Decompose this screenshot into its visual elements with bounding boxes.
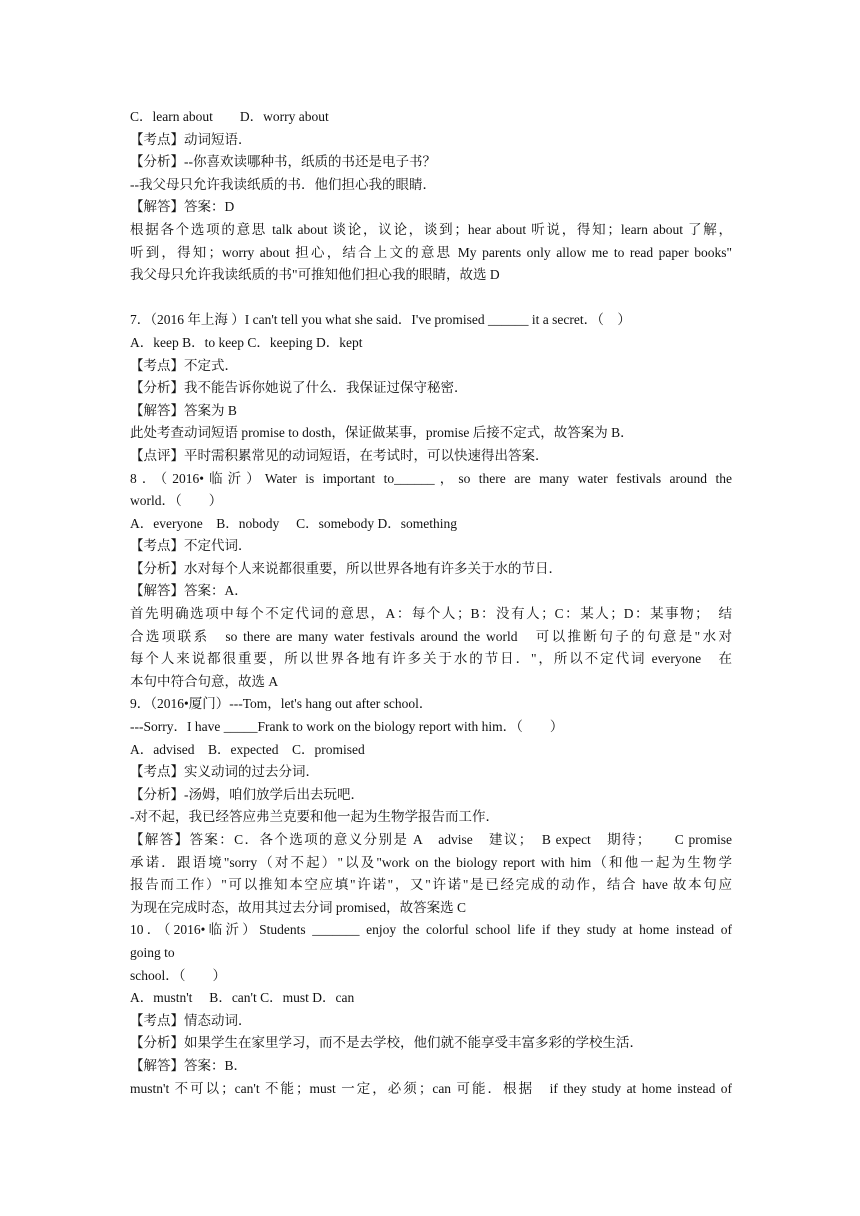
- text-line: 报告而工作）"可以推知本空应填"许诺"，又"许诺"是已经完成的动作，结合 have 故本句应: [130, 877, 732, 893]
- text-line: 本句中符合句意，故选 A: [130, 673, 279, 689]
- text-line: 【分析】--你喜欢读哪种书，纸质的书还是电子书？: [130, 154, 436, 170]
- text-line: 我父母只允许我读纸质的书"可推知他们担心我的眼睛，故选 D: [130, 267, 500, 283]
- document-page: [130, 106, 732, 1100]
- text-line: 承诺．跟语境"sorry（对不起）"以及"work on the biology report with him（和他一起为生物学: [130, 854, 732, 870]
- text-line: --我父母只允许我读纸质的书．他们担心我的眼睛．: [130, 176, 436, 192]
- text-line: C．learn about D．worry about: [130, 109, 329, 124]
- text-line: 此处考查动词短语 promise to dosth，保证做某事，promise 后接不定式，故答案为 B．: [130, 425, 634, 441]
- question-10-options: A．mustn't B．can't C．must D．can: [130, 990, 355, 1006]
- question-8-stem: 8．（2016•临沂）Water is important to______，so there are many water festivals around the: [130, 470, 732, 486]
- text-line: 根据各个选项的意思 talk about 谈论，议论，谈到；hear about 听说，得知；learn about 了解，: [130, 221, 732, 237]
- text-line: 【点评】平时需积累常见的动词短语，在考试时，可以快速得出答案．: [130, 447, 549, 463]
- text-line: 【考点】实义动词的过去分词．: [130, 764, 319, 780]
- question-8-options: A．everyone B．nobody C．somebody D．something: [130, 515, 457, 531]
- text-line: mustn't 不可以；can't 不能；must 一定，必须；can 可能．根据 if they study at home instead of: [130, 1080, 732, 1096]
- question-7-stem: 7．（2016 年上海 ）I can't tell you what she said．I've promised ______ it a secret．（ ）: [130, 312, 631, 328]
- text-line: 【解答】答案：C．各个选项的意义分别是 A advise 建议； B expect 期待； C promise: [130, 832, 732, 847]
- question-10-stem: 10．（2016•临沂）Students _______ enjoy the colorful school life if they study at home instead of: [130, 922, 732, 938]
- text-line: 【分析】如果学生在家里学习，而不是去学校，他们就不能享受丰富多彩的学校生活．: [130, 1035, 643, 1051]
- text-line: 【考点】不定式．: [130, 357, 238, 373]
- text-line: 为现在完成时态，故用其过去分词 promised，故答案选 C: [130, 899, 466, 915]
- question-10-stem-cont: going to: [130, 944, 175, 960]
- question-9-options: A．advised B．expected C．promised: [130, 741, 365, 757]
- blank-line: [130, 287, 732, 310]
- question-10-stem-cont: school．（ ）: [130, 967, 226, 983]
- text-line: 【解答】答案为 B: [130, 402, 237, 418]
- question-8-stem-cont: world．（ ）: [130, 493, 223, 509]
- question-9-stem: 9．（2016•厦门）---Tom，let's hang out after school．: [130, 696, 433, 712]
- text-line: 【分析】-汤姆，咱们放学后出去玩吧．: [130, 786, 364, 802]
- text-line: 【分析】我不能告诉你她说了什么．我保证过保守秘密．: [130, 380, 468, 396]
- text-line: 每个人来说都很重要，所以世界各地有许多关于水的节日．"，所以不定代词 everyone 在: [130, 651, 732, 667]
- text-line: 【分析】水对每个人来说都很重要，所以世界各地有许多关于水的节日．: [130, 560, 562, 576]
- question-7-options: A．keep B．to keep C．keeping D．kept: [130, 334, 363, 350]
- text-line: 【考点】不定代词．: [130, 538, 252, 554]
- text-line: 【考点】动词短语．: [130, 131, 252, 147]
- text-line: 【考点】情态动词．: [130, 1012, 252, 1028]
- question-9-stem-cont: ---Sorry．I have _____Frank to work on the biology report with him．（ ）: [130, 719, 564, 735]
- text-line: 听到，得知；worry about 担心，结合上文的意思 My parents only allow me to read paper books": [130, 244, 732, 260]
- text-line: 【解答】答案：D: [130, 199, 235, 215]
- text-line: 首先明确选项中每个不定代词的意思，A：每个人；B：没有人；C：某人；D：某事物； 结: [130, 606, 732, 622]
- text-line: 【解答】答案：A．: [130, 583, 248, 599]
- text-line: 合选项联系 so there are many water festivals around the world 可以推断句子的句意是"水对: [130, 628, 732, 644]
- text-line: -对不起，我已经答应弗兰克要和他一起为生物学报告而工作．: [130, 809, 499, 825]
- text-line: 【解答】答案：B．: [130, 1057, 248, 1073]
